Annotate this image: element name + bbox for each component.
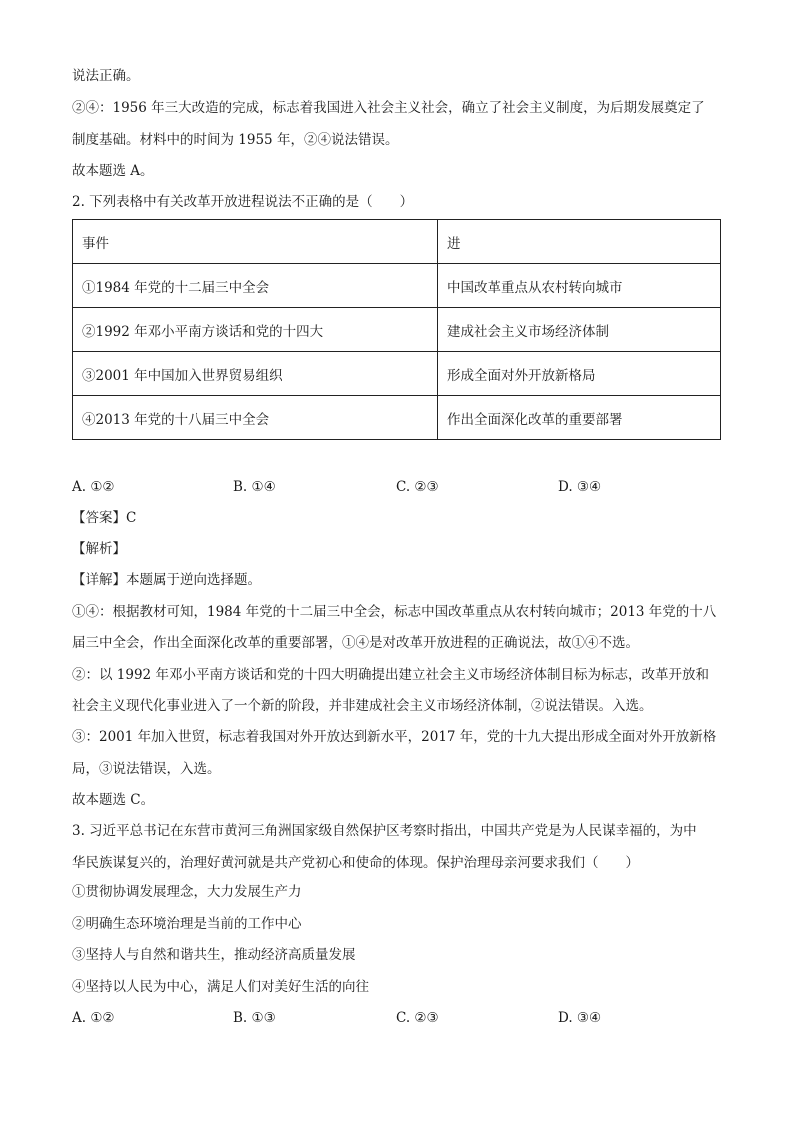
table-row <box>73 264 721 308</box>
statement-item: ④坚持以人民为中心，满足人们对美好生活的向往 <box>72 979 369 995</box>
option-d: D. ③④ <box>558 479 602 495</box>
option-b: B. ①③ <box>233 1010 276 1026</box>
statement-item: ②明确生态环境治理是当前的工作中心 <box>72 916 302 932</box>
table-cell: 形成全面对外开放新格局 <box>438 352 721 396</box>
question-2-options <box>72 477 722 497</box>
table-cell: ①1984 年党的十二届三中全会 <box>73 264 438 308</box>
statement-item: ③坚持人与自然和谐共生，推动经济高质量发展 <box>72 947 356 963</box>
explanation-line: 社会主义现代化事业进入了一个新的阶段，并非建成社会主义市场经济体制，②说法错误。入选。 <box>72 698 653 714</box>
text-line: 制度基础。材料中的时间为 1955 年，②④说法错误。 <box>72 132 399 148</box>
table-cell: ④2013 年党的十八届三中全会 <box>73 396 438 440</box>
option-c: C. ②③ <box>396 479 439 495</box>
explanation-line: ③：2001 年加入世贸，标志着我国对外开放达到新水平，2017 年，党的十九大提出形成全面对外开放新格 <box>72 729 717 745</box>
option-b: B. ①④ <box>233 479 276 495</box>
table-cell: 建成社会主义市场经济体制 <box>438 308 721 352</box>
table-header-row <box>73 220 721 264</box>
question-3-stem: 3. 习近平总书记在东营市黄河三角洲国家级自然保护区考察时指出，中国共产党是为人民谋幸福的，为中 <box>72 823 697 839</box>
explanation-line: ①④：根据教材可知，1984 年党的十二届三中全会，标志中国改革重点从农村转向城市；2013 年党的十八 <box>72 604 717 620</box>
text-line: ②④：1956 年三大改造的完成，标志着我国进入社会主义社会，确立了社会主义制度，为后期发展奠定了 <box>72 100 705 116</box>
table-cell: 作出全面深化改革的重要部署 <box>438 396 721 440</box>
table-row <box>73 396 721 440</box>
question-2-stem: 2. 下列表格中有关改革开放进程说法不正确的是（ ） <box>72 194 414 210</box>
reform-table <box>72 219 721 440</box>
table-cell: ②1992 年邓小平南方谈话和党的十四大 <box>73 308 438 352</box>
question-3-options <box>72 1008 722 1028</box>
table-cell: 中国改革重点从农村转向城市 <box>438 264 721 308</box>
option-d: D. ③④ <box>558 1010 602 1026</box>
option-a: A. ①② <box>72 479 115 495</box>
table-row <box>73 352 721 396</box>
text-line: 故本题选 A。 <box>72 163 154 179</box>
analysis-label: 【解析】 <box>72 541 126 557</box>
option-a: A. ①② <box>72 1010 115 1026</box>
option-c: C. ②③ <box>396 1010 439 1026</box>
question-3-stem: 华民族谋复兴的，治理好黄河就是共产党初心和使命的体现。保护治理母亲河要求我们（ ） <box>72 855 639 871</box>
table-row <box>73 308 721 352</box>
explanation-line: 【详解】本题属于逆向选择题。 <box>72 572 261 588</box>
statement-item: ①贯彻协调发展理念，大力发展生产力 <box>72 884 302 900</box>
text-line: 说法正确。 <box>72 68 140 84</box>
table-header-cell: 进 <box>438 220 721 264</box>
explanation-line: 故本题选 C。 <box>72 792 155 808</box>
table-header-cell: 事件 <box>73 220 438 264</box>
explanation-line: 局，③说法错误，入选。 <box>72 761 221 777</box>
explanation-line: ②：以 1992 年邓小平南方谈话和党的十四大明确提出建立社会主义市场经济体制目标为标志，改革开放和 <box>72 667 709 683</box>
table-cell: ③2001 年中国加入世界贸易组织 <box>73 352 438 396</box>
explanation-line: 届三中全会，作出全面深化改革的重要部署，①④是对改革开放进程的正确说法，故①④不选。 <box>72 635 639 651</box>
answer-label: 【答案】C <box>72 510 137 526</box>
